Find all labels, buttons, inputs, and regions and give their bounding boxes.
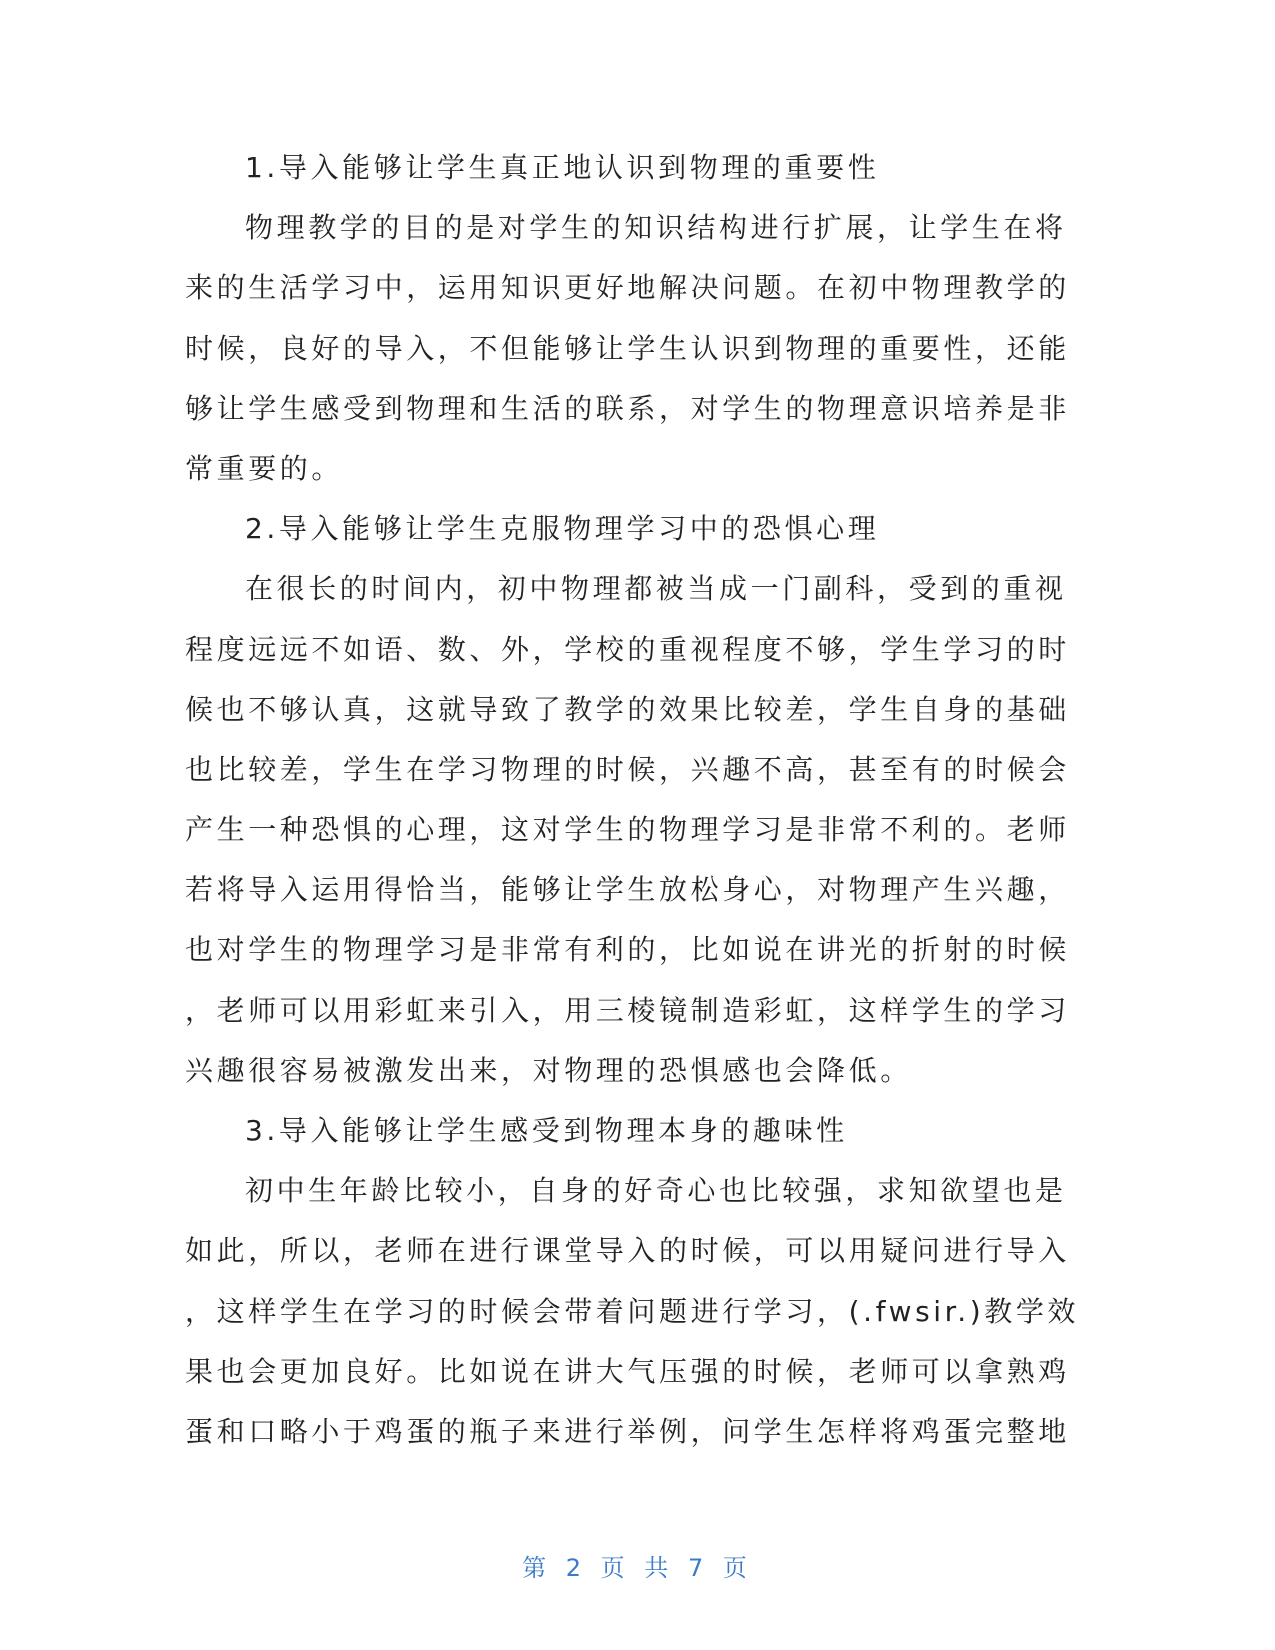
page-number-footer: 第 2 页 共 7 页 [522, 1554, 753, 1582]
paragraph-line: 物理教学的目的是对学生的知识结构进行扩展，让学生在将 [245, 211, 1067, 245]
paragraph-line: 兴趣很容易被激发出来，对物理的恐惧感也会降低。 [185, 1053, 912, 1087]
paragraph-line: 蛋和口略小于鸡蛋的瓶子来进行举例，问学生怎样将鸡蛋完整地 [185, 1414, 1070, 1448]
paragraph-line: 常重要的。 [185, 451, 344, 485]
document-body [185, 138, 1080, 1462]
paragraph-line: 程度远远不如语、数、外，学校的重视程度不够，学生学习的时 [185, 632, 1070, 666]
paragraph-line: 也对学生的物理学习是非常有利的，比如说在讲光的折射的时候 [185, 933, 1070, 967]
paragraph-line: 果也会更加良好。比如说在讲大气压强的时候，老师可以拿熟鸡 [185, 1354, 1070, 1388]
paragraph-line: 若将导入运用得恰当，能够让学生放松身心，对物理产生兴趣， [185, 873, 1070, 907]
paragraph-line: 时候，良好的导入，不但能够让学生认识到物理的重要性，还能 [185, 331, 1070, 365]
paragraph-line: ，老师可以用彩虹来引入，用三棱镜制造彩虹，这样学生的学习 [185, 993, 1070, 1027]
paragraph-line: 来的生活学习中，运用知识更好地解决问题。在初中物理教学的 [185, 271, 1070, 305]
section-heading-3: 3.导入能够让学生感受到物理本身的趣味性 [245, 1114, 848, 1147]
paragraph-line: 够让学生感受到物理和生活的联系，对学生的物理意识培养是非 [185, 391, 1070, 425]
paragraph-line: 在很长的时间内，初中物理都被当成一门副科，受到的重视 [245, 572, 1067, 606]
paragraph-line: ，这样学生在学习的时候会带着问题进行学习，(.fwsir.)教学效 [185, 1294, 1080, 1328]
paragraph-line: 也比较差，学生在学习物理的时候，兴趣不高，甚至有的时候会 [185, 752, 1070, 786]
paragraph-line: 如此，所以，老师在进行课堂导入的时候，可以用疑问进行导入 [185, 1234, 1070, 1268]
section-heading-2: 2.导入能够让学生克服物理学习中的恐惧心理 [245, 512, 880, 546]
paragraph-line: 候也不够认真，这就导致了教学的效果比较差，学生自身的基础 [185, 692, 1070, 726]
paragraph-line: 产生一种恐惧的心理，这对学生的物理学习是非常不利的。老师 [185, 813, 1070, 847]
section-heading-1: 1.导入能够让学生真正地认识到物理的重要性 [245, 151, 880, 184]
paragraph-line: 初中生年龄比较小，自身的好奇心也比较强，求知欲望也是 [245, 1174, 1067, 1208]
